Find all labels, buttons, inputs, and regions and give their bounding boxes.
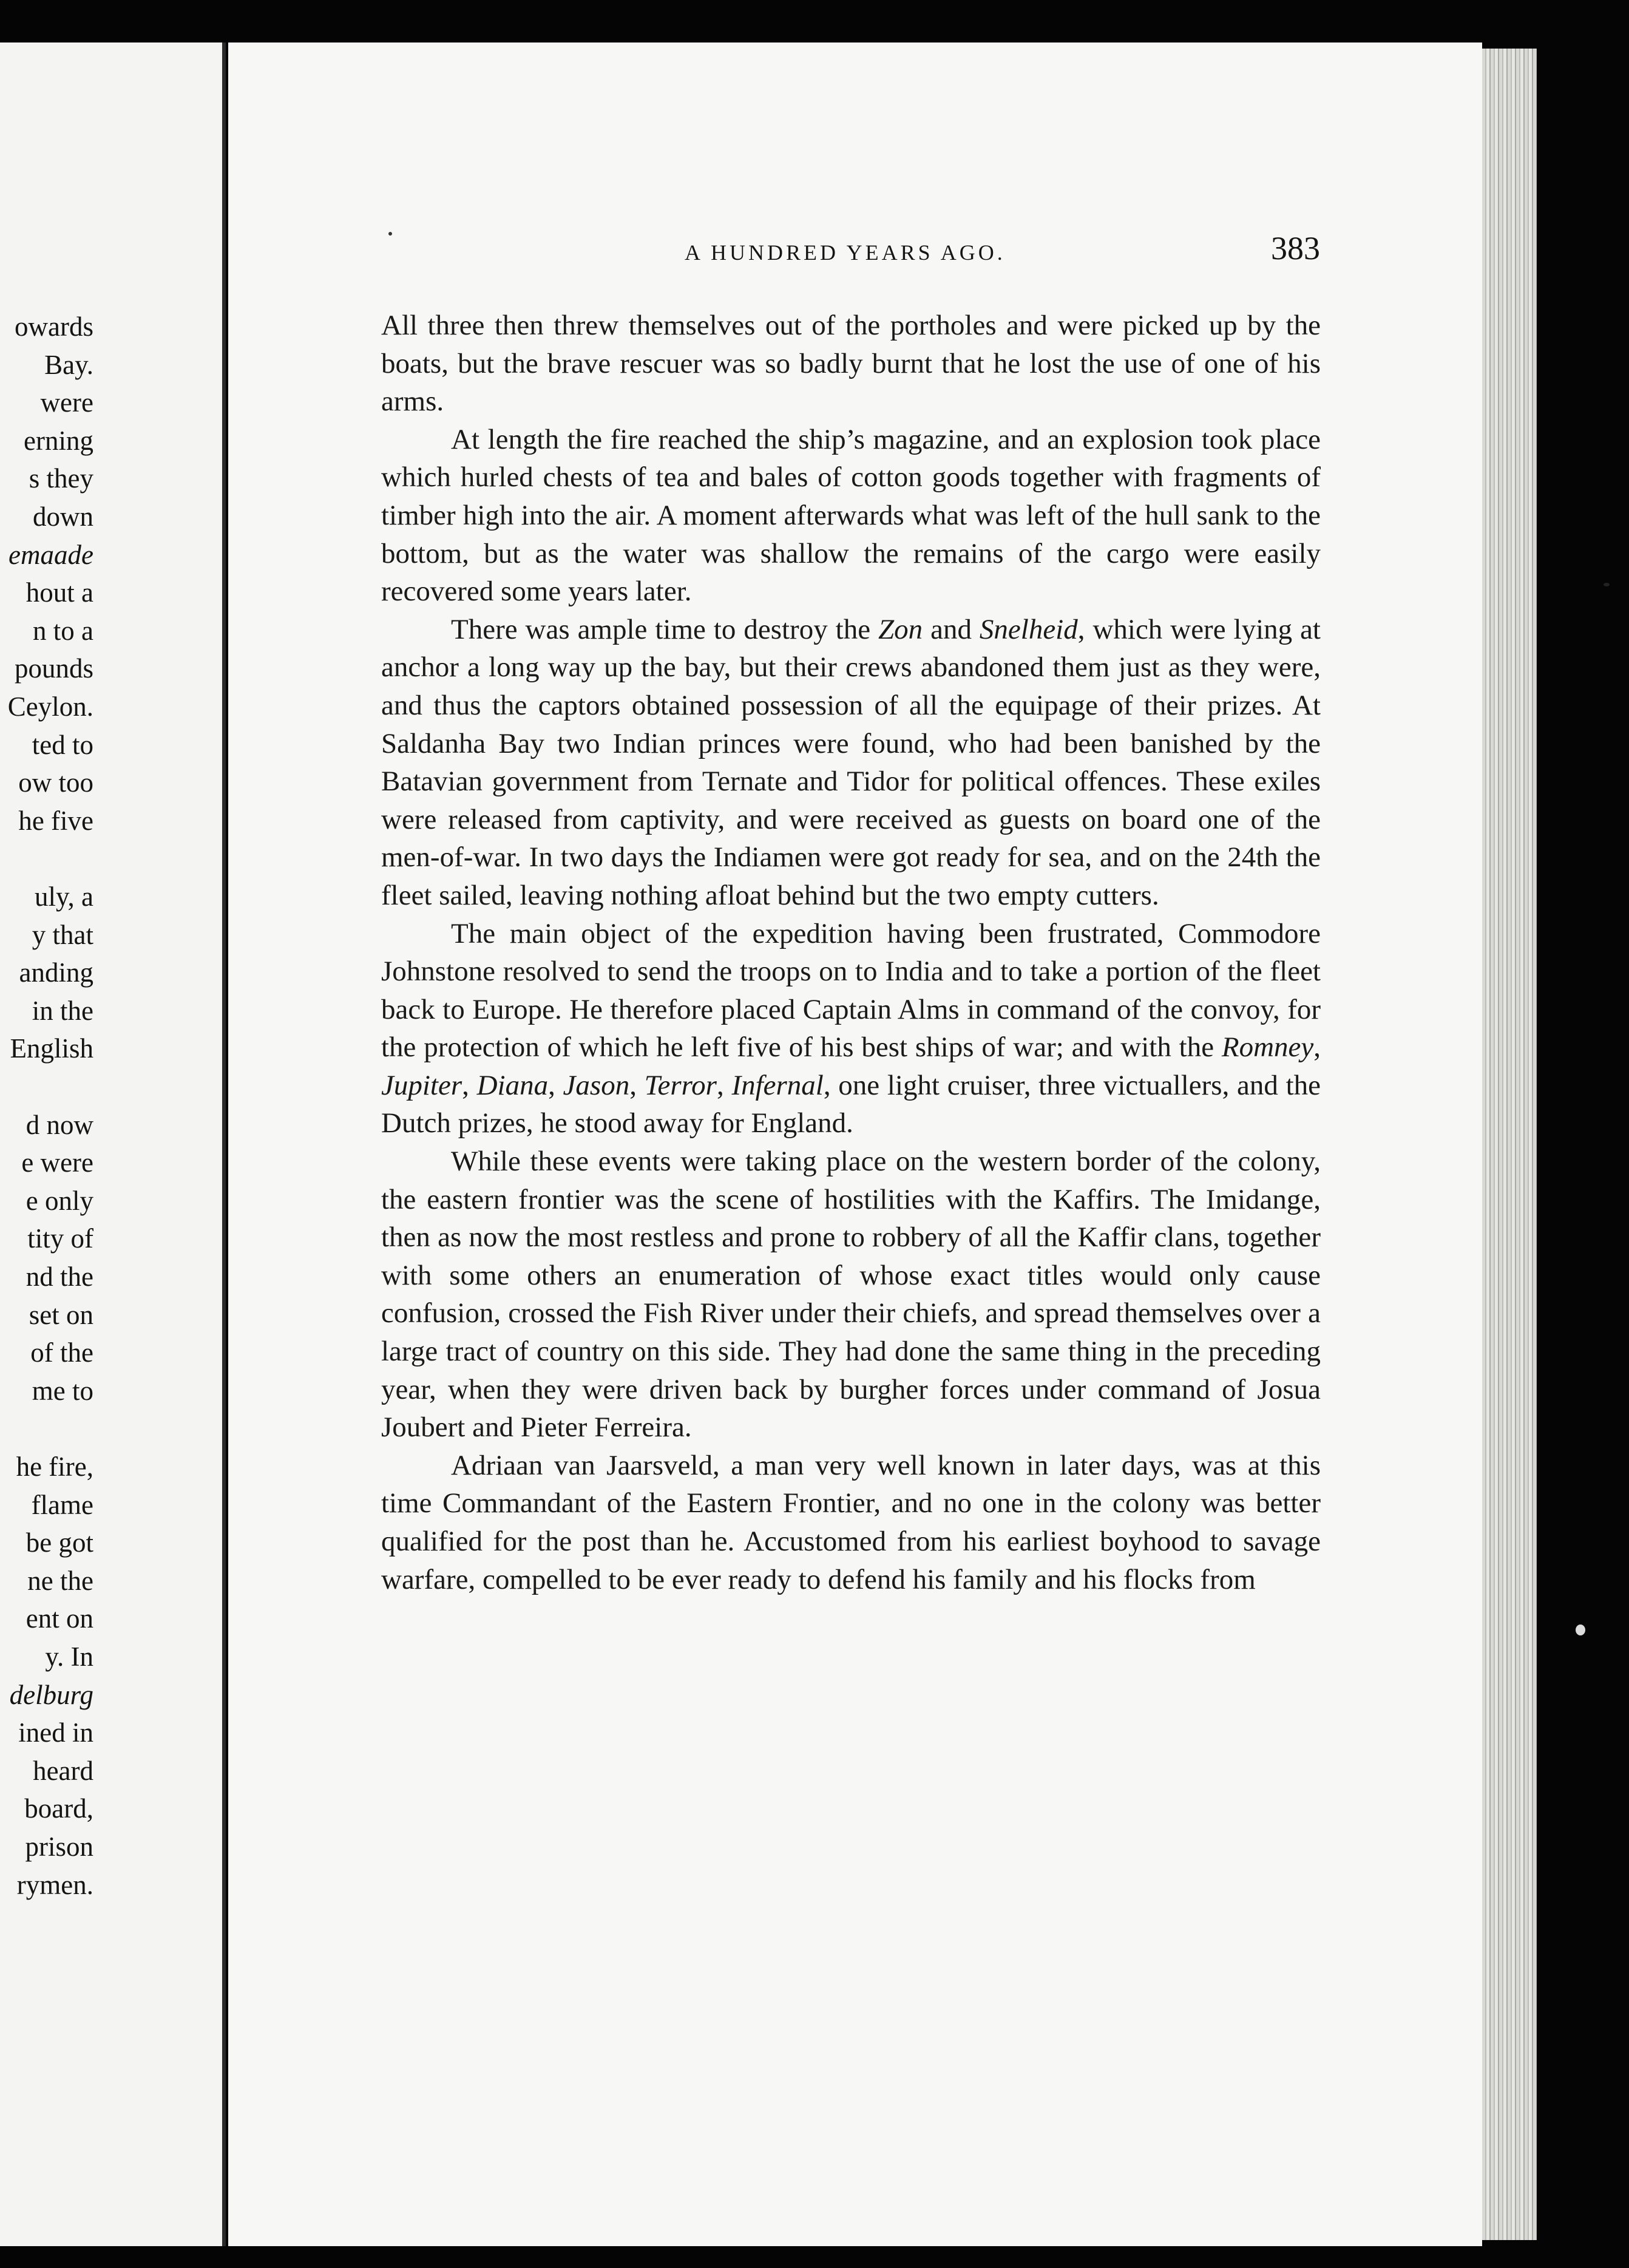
ship-name: Jupiter xyxy=(381,1069,462,1101)
paragraph xyxy=(381,1142,1321,1447)
facing-page-line: anding xyxy=(19,957,93,988)
facing-page-line: board, xyxy=(24,1793,93,1824)
facing-page-line: hout a xyxy=(25,577,93,608)
ship-name: Terror xyxy=(644,1069,717,1101)
facing-page-fragment xyxy=(0,42,226,2246)
facing-page-line: English xyxy=(10,1033,93,1064)
facing-page-line: ow too xyxy=(18,767,93,798)
facing-page-line: e only xyxy=(25,1185,93,1216)
paragraph xyxy=(381,611,1321,915)
facing-page-line: Bay. xyxy=(44,349,93,380)
ship-name: Zon xyxy=(878,613,923,645)
facing-page-line: he fire, xyxy=(16,1451,93,1482)
facing-page-line: emaade xyxy=(8,539,93,570)
running-head: A HUNDRED YEARS AGO. xyxy=(685,240,1006,265)
ship-name: Infernal xyxy=(731,1069,824,1101)
facing-page-line: me to xyxy=(32,1375,93,1406)
facing-page-line: prison xyxy=(25,1832,93,1862)
paragraph-text: At length the fire reached the ship’s magazine, and an explosion took place which hurled chests of tea and bales of cotton goods together with fragments of timber high into the air. A moment afterwards what was left of the hull sank to the bottom, but as the water was shallow the remains of the cargo were easily recovered some years later. xyxy=(381,423,1321,608)
paragraph xyxy=(381,1447,1321,1598)
facing-page-line: Ceylon. xyxy=(7,691,93,722)
facing-page-line: be got xyxy=(25,1527,93,1558)
facing-page-line: ent on xyxy=(25,1603,93,1634)
paragraph-text: , which were lying at anchor a long way up the bay, but their crews abandoned them just as they were, and thus the captors obtained possession of all the equipage of their prizes. At Saldanha Bay two Indian princes were found, who had been banished by the Batavian government from Ternate and Tidor for political offences. These exiles were released from captivity, and were received as guests on board one of the men-of-war. In two days the Indiamen were got ready for sea, and on the 24th the fleet sailed, leaving nothing afloat behind but the two empty cutters. xyxy=(381,613,1321,911)
facing-page-line: were xyxy=(40,387,93,418)
ship-name: Romney xyxy=(1221,1031,1314,1064)
paragraph xyxy=(381,421,1321,611)
facing-page-line: y. In xyxy=(45,1642,93,1672)
paragraph-text: , one light cruiser, three victuallers, and the Dutch prizes, he stood away for England. xyxy=(381,1069,1321,1139)
paragraph-text: , xyxy=(1313,1031,1321,1064)
paragraph xyxy=(381,915,1321,1143)
facing-page-line: d now xyxy=(25,1109,93,1140)
facing-page-line: in the xyxy=(32,995,93,1026)
facing-page-line: s they xyxy=(29,463,93,494)
facing-page-line: heard xyxy=(33,1755,93,1786)
facing-page-line: down xyxy=(33,501,93,532)
paragraph-text: All three then threw themselves out of the portholes and were picked up by the boats, but the brave rescuer was so badly burnt that he lost the use of one of his arms. xyxy=(381,310,1321,418)
facing-page-line: nd the xyxy=(25,1261,93,1292)
facing-page-line: he five xyxy=(18,805,93,836)
paragraph-text: , xyxy=(629,1069,645,1101)
facing-page-line: ted to xyxy=(32,729,93,760)
facing-page-line: tity of xyxy=(27,1223,93,1254)
ink-speck xyxy=(388,232,392,236)
paragraph-text: There was ample time to destroy the xyxy=(451,613,878,645)
facing-page-line: y that xyxy=(32,919,93,950)
facing-page-line: flame xyxy=(31,1489,93,1520)
ship-name: Snelheid xyxy=(979,613,1078,645)
ship-name: Diana xyxy=(476,1069,549,1101)
paragraph-text: While these events were taking place on the western border of the colony, the eastern frontier was the scene of hostilities with the Kaffirs. The Imidange, then as now the most restless and prone to robbery of all the Kaffir clans, together with some others an enumeration of whose exact titles would only cause confusion, crossed the Fish River under their chiefs, and spread themselves over a large tract of country on this side. They had done the same thing in the preceding year, when they were driven back by burgher forces under command of Josua Joubert and Pieter Ferreira. xyxy=(381,1146,1321,1444)
facing-page-line: uly, a xyxy=(34,881,93,912)
facing-page-line: set on xyxy=(29,1299,93,1330)
ink-speck xyxy=(1576,1625,1585,1635)
paragraph-text: , xyxy=(462,1069,477,1101)
facing-page-line: owards xyxy=(15,311,93,342)
paragraph-text: , xyxy=(548,1069,563,1101)
ship-name: Jason xyxy=(563,1069,630,1101)
facing-page-line: delburg xyxy=(9,1679,93,1710)
facing-page-line: e were xyxy=(21,1147,93,1178)
paragraph-text: and xyxy=(923,613,980,645)
facing-page-line: n to a xyxy=(33,615,93,646)
facing-page-line: ined in xyxy=(18,1717,93,1748)
facing-page-line: rymen. xyxy=(16,1869,93,1900)
body-text xyxy=(381,307,1321,1598)
facing-page-line: ne the xyxy=(27,1565,93,1596)
facing-page-line: erning xyxy=(24,425,93,456)
facing-page-line: of the xyxy=(30,1337,93,1368)
page-edges xyxy=(1482,49,1537,2240)
edge-shadow xyxy=(1537,49,1629,2240)
paragraph-text: The main object of the expedition having been frustrated, Commodore Johnstone resolved to send the troops on to India and to take a portion of the fleet back to Europe. He therefore placed Captain Alms in command of the convoy, for the protection of which he left five of his best ships of war; and with the xyxy=(381,917,1321,1064)
page-number: 383 xyxy=(1271,230,1320,267)
paragraph xyxy=(381,307,1321,421)
ink-speck xyxy=(1604,583,1610,586)
facing-page-line: pounds xyxy=(14,653,93,684)
paragraph-text: Adriaan van Jaarsveld, a man very well known in later days, was at this time Commandant of the Eastern Frontier, and no one in the colony was better qualified for the post than he. Accustomed from his earliest boyhood to savage warfare, compelled to be ever ready to defend his family and his flocks from xyxy=(381,1449,1321,1595)
paragraph-text: , xyxy=(716,1069,732,1101)
